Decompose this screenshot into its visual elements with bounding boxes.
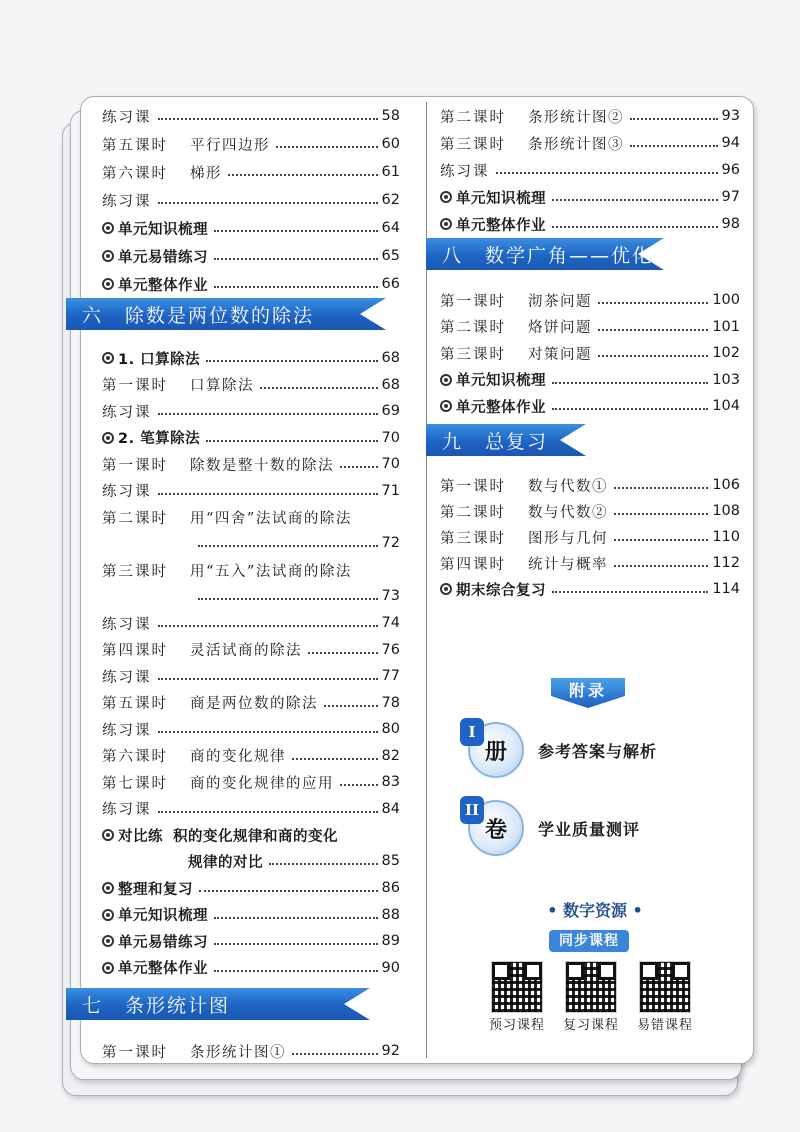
toc-entry[interactable] — [102, 928, 400, 954]
toc-lesson: 第一课时 — [102, 457, 168, 474]
bullet-circle-icon — [102, 909, 114, 921]
toc-lesson: 单元整体作业 — [118, 277, 208, 294]
toc-page-number: 82 — [381, 747, 400, 764]
leader-dots — [276, 146, 378, 148]
toc-title: 梯形 — [190, 165, 222, 182]
book-answer-key[interactable] — [468, 722, 657, 778]
leader-dots — [340, 784, 378, 786]
toc-page-number: 94 — [721, 135, 740, 151]
leader-dots — [214, 970, 378, 972]
toc-entry[interactable] — [102, 372, 400, 398]
toc-page-number: 100 — [712, 292, 740, 308]
unit6-title: 除数是两位数的除法 — [125, 304, 315, 327]
leader-dots — [630, 118, 718, 120]
toc-page-number: 108 — [712, 503, 740, 519]
book-icon — [468, 722, 524, 778]
toc-entry[interactable] — [102, 504, 400, 530]
toc-entry[interactable] — [440, 498, 740, 524]
toc-page-number: 73 — [381, 588, 400, 604]
toc-page-number: 68 — [381, 376, 400, 393]
leader-dots — [198, 598, 378, 600]
toc-entry[interactable] — [102, 663, 400, 689]
toc-lesson: 第六课时 — [102, 749, 168, 765]
leader-dots — [614, 565, 708, 567]
toc-lesson: 2. 笔算除法 — [118, 431, 201, 447]
book-char: 卷 — [484, 817, 507, 843]
book-quality-test[interactable] — [464, 800, 641, 856]
toc-page-number: 97 — [721, 189, 740, 205]
toc-lesson: 第六课时 — [102, 165, 168, 182]
toc-entry[interactable] — [102, 637, 400, 663]
unit7-title: 条形统计图 — [125, 994, 231, 1017]
toc-entry[interactable] — [440, 211, 740, 237]
toc-title: 商的变化规律 — [190, 749, 286, 765]
qr-code-mistakes[interactable] — [640, 962, 690, 1012]
toc-entry[interactable] — [102, 159, 400, 185]
toc-title: 灵活试商的除法 — [190, 643, 302, 659]
leader-dots — [214, 943, 378, 945]
leader-dots — [158, 118, 378, 120]
toc-page-number: 69 — [381, 403, 400, 419]
toc-title: 商的变化规律的应用 — [190, 775, 334, 792]
toc-page-number: 102 — [712, 345, 740, 361]
toc-title: 条形统计图② — [528, 109, 624, 126]
toc-page-number: 104 — [712, 398, 740, 414]
toc-entry[interactable] — [102, 875, 400, 901]
toc-page-number: 68 — [381, 350, 400, 366]
toc-page-number: 70 — [381, 429, 400, 446]
toc-entry[interactable] — [440, 393, 740, 419]
toc-page-number: 80 — [381, 721, 400, 737]
toc-lesson: 第三课时 — [440, 530, 506, 547]
toc-lesson: 第四课时 — [440, 556, 506, 573]
toc-page-number: 96 — [721, 162, 740, 178]
toc-entry[interactable] — [102, 955, 400, 981]
toc-page-number: 103 — [712, 371, 740, 388]
toc-title: 条形统计图① — [190, 1044, 286, 1061]
leader-dots — [614, 487, 708, 489]
toc-lesson: 单元易错练习 — [118, 934, 208, 951]
toc-lesson: 单元知识梳理 — [456, 373, 546, 389]
leader-dots — [158, 202, 378, 204]
book-icon — [464, 800, 524, 856]
toc-entry-continued — [102, 848, 400, 874]
book-roman-numeral: I — [460, 718, 484, 746]
unit6-banner — [66, 298, 386, 330]
toc-title: 用“五入”法试商的除法 — [190, 563, 352, 580]
leader-dots — [206, 360, 377, 362]
toc-lesson: 第二课时 — [440, 320, 506, 336]
leader-dots — [206, 440, 377, 442]
toc-entry[interactable] — [440, 340, 740, 366]
bullet-circle-icon — [440, 218, 452, 230]
bullet-circle-icon — [102, 352, 114, 364]
toc-page-number: 66 — [381, 276, 400, 292]
toc-page-number: 112 — [712, 555, 740, 571]
toc-entry[interactable] — [102, 425, 400, 451]
book-label: 参考答案与解析 — [538, 741, 658, 761]
toc-title: 条形统计图③ — [528, 136, 624, 153]
toc-entry[interactable] — [440, 103, 740, 129]
toc-lesson: 第一课时 — [440, 478, 506, 495]
toc-lesson: 第三课时 — [440, 136, 506, 153]
toc-lesson: 单元整体作业 — [118, 961, 208, 977]
digital-resources-title: • 数字资源 • — [547, 901, 643, 920]
toc-page-number: 64 — [381, 220, 400, 236]
toc-lesson: 练习课 — [102, 616, 152, 633]
toc-entry[interactable] — [440, 287, 740, 313]
toc-entry[interactable] — [440, 367, 740, 393]
leader-dots — [598, 355, 708, 357]
bullet-circle-icon — [102, 222, 114, 234]
toc-entry[interactable] — [440, 524, 740, 550]
toc-lesson: 练习课 — [102, 404, 152, 421]
book-char: 册 — [484, 739, 507, 765]
toc-entry[interactable] — [440, 157, 740, 183]
toc-lesson: 第五课时 — [102, 696, 168, 712]
toc-page-number: 83 — [381, 774, 400, 790]
toc-entry[interactable] — [102, 716, 400, 742]
toc-lesson: 第一课时 — [440, 293, 506, 310]
toc-title: 平行四边形 — [190, 137, 270, 154]
toc-title: 积的变化规律和商的变化 — [173, 828, 338, 845]
toc-page-number: 84 — [381, 800, 400, 817]
qr-code-preview[interactable] — [492, 962, 542, 1012]
toc-lesson: 整理和复习 — [118, 881, 193, 898]
toc-lesson: 第七课时 — [102, 775, 168, 792]
toc-page-number: 70 — [381, 456, 400, 472]
toc-page-number: 78 — [381, 694, 400, 711]
bullet-circle-icon — [440, 400, 452, 412]
bullet-circle-icon — [440, 374, 452, 386]
leader-dots — [158, 811, 378, 813]
toc-page-number: 98 — [721, 216, 740, 232]
leader-dots — [552, 226, 718, 228]
leader-dots — [214, 917, 378, 919]
toc-lesson: 练习课 — [102, 669, 152, 686]
toc-lesson: 练习课 — [102, 722, 152, 739]
leader-dots — [214, 286, 378, 288]
leader-dots — [158, 625, 378, 627]
toc-lesson: 第一课时 — [102, 1044, 168, 1061]
leader-dots — [552, 408, 708, 410]
toc-entry[interactable] — [102, 398, 400, 424]
toc-entry[interactable] — [102, 1038, 400, 1064]
toc-page-number: 85 — [381, 853, 400, 869]
bullet-circle-icon — [440, 191, 452, 203]
toc-title: 商是两位数的除法 — [190, 696, 318, 712]
toc-title: 用“四舍”法试商的除法 — [190, 510, 352, 527]
leader-dots — [598, 329, 708, 331]
toc-lesson: 第二课时 — [440, 109, 506, 126]
leader-dots — [158, 413, 378, 415]
toc-lesson: 第三课时 — [102, 563, 168, 580]
leader-dots — [228, 174, 378, 176]
appendix-tag-label: 附录 — [568, 681, 607, 700]
leader-dots — [199, 890, 378, 892]
toc-lesson: 第三课时 — [440, 346, 506, 363]
toc-title: 图形与几何 — [528, 530, 608, 547]
toc-page-number: 114 — [712, 581, 740, 597]
leader-dots — [552, 591, 708, 593]
toc-entry[interactable] — [102, 769, 400, 795]
unit8-banner — [426, 238, 664, 270]
leader-dots — [260, 387, 378, 389]
toc-page-number: 88 — [381, 906, 400, 923]
bullet-circle-icon — [102, 432, 114, 444]
toc-entry[interactable] — [102, 103, 400, 129]
toc-entry[interactable] — [102, 557, 400, 583]
toc-entry[interactable] — [440, 314, 740, 340]
toc-entry[interactable] — [102, 345, 400, 371]
toc-entry[interactable] — [440, 184, 740, 210]
toc-page-number: 60 — [381, 136, 400, 152]
leader-dots — [158, 493, 378, 495]
toc-entry[interactable] — [102, 822, 400, 848]
toc-page-number: 72 — [381, 535, 400, 551]
qr-label-mistakes: 易错课程 — [636, 1018, 693, 1033]
toc-page-number: 89 — [381, 933, 400, 949]
toc-title: 口算除法 — [190, 378, 254, 394]
toc-lesson: 对比练 — [118, 828, 163, 845]
toc-page-number: 65 — [381, 248, 400, 264]
unit7-banner — [66, 988, 370, 1020]
left-column — [82, 0, 400, 1132]
toc-lesson: 练习课 — [102, 802, 152, 818]
leader-dots — [198, 545, 378, 547]
toc-entry[interactable] — [102, 271, 400, 297]
toc-entry[interactable] — [102, 215, 400, 241]
toc-title: 统计与概率 — [528, 556, 608, 573]
toc-lesson: 练习课 — [102, 193, 152, 210]
toc-title: 除数是整十数的除法 — [190, 457, 334, 474]
toc-page-number: 77 — [381, 668, 400, 684]
toc-entry[interactable] — [102, 796, 400, 822]
toc-title: 烙饼问题 — [528, 320, 592, 336]
toc-lesson: 1. 口算除法 — [118, 351, 201, 368]
unit6-number: 六 — [82, 304, 104, 327]
toc-lesson: 练习课 — [440, 163, 490, 180]
toc-page-number: 93 — [721, 108, 740, 124]
toc-page-number: 76 — [381, 641, 400, 658]
unit8-number: 八 — [442, 244, 464, 267]
leader-dots — [308, 652, 378, 654]
unit9-banner — [426, 424, 586, 456]
toc-lesson: 第二课时 — [440, 504, 506, 521]
toc-page-number: 74 — [381, 615, 400, 631]
sync-course-badge: 同步课程 — [549, 930, 629, 952]
toc-page-number: 58 — [381, 108, 400, 124]
leader-dots — [630, 145, 718, 147]
leader-dots — [552, 199, 718, 201]
toc-lesson: 单元知识梳理 — [118, 908, 208, 924]
toc-lesson: 第四课时 — [102, 643, 168, 659]
toc-title: 对策问题 — [528, 346, 592, 363]
leader-dots — [614, 539, 708, 541]
leader-dots — [614, 513, 708, 515]
book-label: 学业质量测评 — [538, 819, 641, 839]
toc-lesson: 第五课时 — [102, 137, 168, 154]
toc-lesson: 第一课时 — [102, 378, 168, 394]
toc-page-number: 61 — [381, 164, 400, 180]
toc-entry[interactable] — [440, 472, 740, 498]
leader-dots — [292, 1053, 378, 1055]
qr-label-preview: 预习课程 — [488, 1018, 545, 1033]
leader-dots — [214, 258, 378, 260]
bullet-circle-icon — [102, 250, 114, 262]
toc-entry-continued — [102, 583, 400, 609]
bullet-circle-icon — [440, 583, 452, 595]
leader-dots — [269, 863, 378, 865]
bullet-circle-icon — [102, 962, 114, 974]
toc-page-number: 71 — [381, 482, 400, 499]
toc-entry[interactable] — [102, 131, 400, 157]
leader-dots — [214, 230, 378, 232]
leader-dots — [292, 758, 378, 760]
toc-title-continued: 规律的对比 — [188, 854, 263, 871]
leader-dots — [158, 731, 378, 733]
unit7-number: 七 — [82, 994, 104, 1017]
toc-page-number: 101 — [712, 318, 740, 335]
toc-entry[interactable] — [102, 743, 400, 769]
bullet-circle-icon — [102, 829, 114, 841]
toc-page-number: 90 — [381, 959, 400, 976]
toc-lesson: 期末综合复习 — [456, 582, 546, 599]
leader-dots — [324, 705, 378, 707]
toc-entry[interactable] — [102, 451, 400, 477]
leader-dots — [552, 382, 708, 384]
toc-title: 沏茶问题 — [528, 293, 592, 310]
unit8-title: 数学广角——优化 — [485, 244, 654, 267]
unit9-number: 九 — [442, 430, 464, 453]
toc-lesson: 单元整体作业 — [456, 399, 546, 416]
leader-dots — [340, 466, 378, 468]
toc-lesson: 练习课 — [102, 109, 152, 126]
toc-lesson: 单元知识梳理 — [118, 221, 208, 238]
toc-entry[interactable] — [440, 576, 740, 602]
toc-lesson: 单元易错练习 — [118, 249, 208, 266]
qr-code-review[interactable] — [566, 962, 616, 1012]
bullet-circle-icon — [102, 278, 114, 290]
toc-lesson: 第二课时 — [102, 510, 168, 527]
qr-label-review: 复习课程 — [562, 1018, 619, 1033]
toc-entry[interactable] — [102, 478, 400, 504]
toc-entry[interactable] — [102, 243, 400, 269]
unit9-title: 总复习 — [485, 430, 549, 453]
appendix-tag — [551, 678, 625, 708]
toc-entry[interactable] — [102, 610, 400, 636]
toc-page-number: 92 — [381, 1043, 400, 1059]
bullet-circle-icon — [102, 882, 114, 894]
leader-dots — [496, 172, 718, 174]
bullet-circle-icon — [102, 935, 114, 947]
toc-page-number: 86 — [381, 880, 400, 896]
book-roman-numeral: II — [460, 796, 484, 824]
toc-entry[interactable] — [102, 902, 400, 928]
toc-lesson: 练习课 — [102, 484, 152, 500]
leader-dots — [598, 302, 708, 304]
toc-entry-continued — [102, 530, 400, 556]
toc-title: 数与代数① — [528, 478, 608, 495]
toc-entry[interactable] — [102, 187, 400, 213]
leader-dots — [158, 678, 378, 680]
toc-title: 数与代数② — [528, 504, 608, 521]
toc-page-number: 110 — [712, 529, 740, 545]
toc-lesson: 单元整体作业 — [456, 217, 546, 234]
toc-page-number: 106 — [712, 477, 740, 493]
toc-page-number: 62 — [381, 192, 400, 208]
toc-lesson: 单元知识梳理 — [456, 190, 546, 207]
toc-entry[interactable] — [440, 550, 740, 576]
toc-entry[interactable] — [102, 690, 400, 716]
toc-entry[interactable] — [440, 130, 740, 156]
